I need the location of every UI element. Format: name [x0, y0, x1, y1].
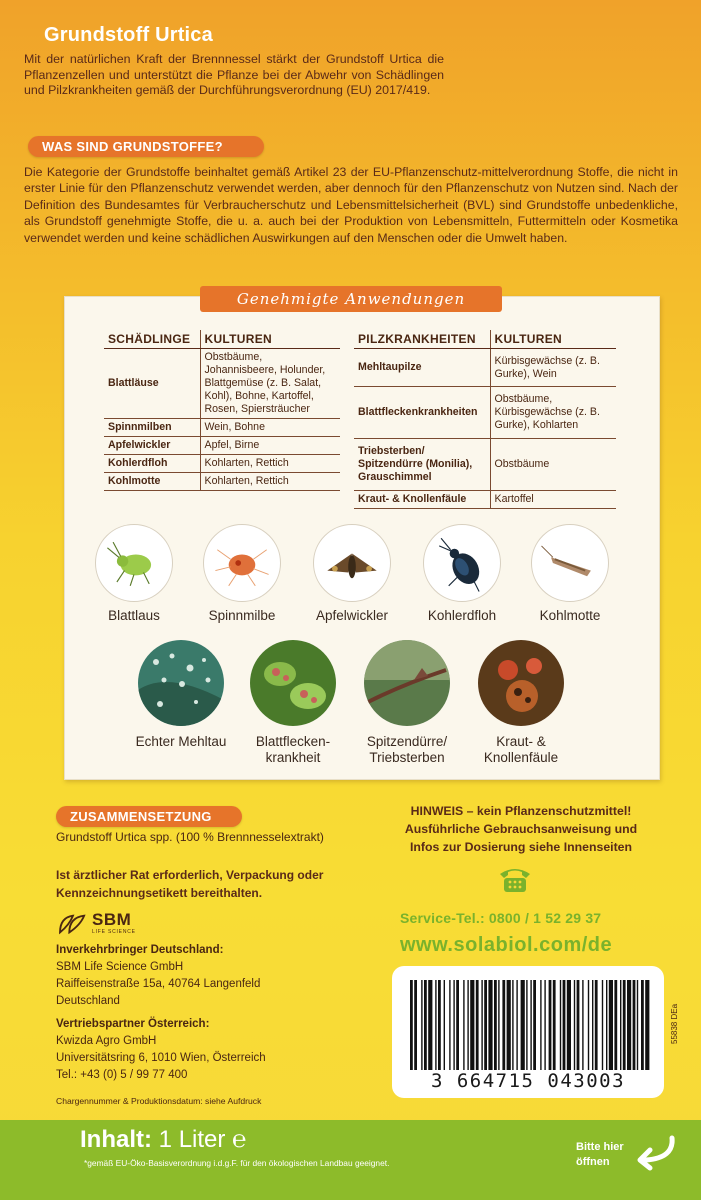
crops-header: KULTUREN: [200, 330, 340, 349]
service-phone[interactable]: Service-Tel.: 0800 / 1 52 29 37: [400, 910, 602, 926]
barcode-bar: [428, 980, 432, 1070]
barcode-bar: [595, 980, 598, 1070]
pests-table: [104, 330, 340, 491]
composition-text: Grundstoff Urtica spp. (100 % Brennnesselextrakt): [56, 830, 324, 844]
pest-caption: Spinnmilbe: [208, 608, 276, 623]
pest-caption: Apfelwickler: [315, 608, 389, 623]
barcode-bar: [530, 980, 531, 1070]
barcode-bar: [614, 980, 617, 1070]
barcode-bar: [633, 980, 636, 1070]
pest-name: Blattläuse: [104, 349, 200, 419]
barcode-bar: [577, 980, 580, 1070]
barcode-bar: [470, 980, 474, 1070]
open-line: Bitte hier: [576, 1141, 624, 1153]
notice-line: Infos zur Dosierung siehe Innenseiten: [409, 840, 633, 854]
barcode-bar: [512, 980, 513, 1070]
powdery-mildew-image: [138, 640, 224, 726]
diamondback-moth-image: [531, 524, 609, 602]
table-row: [104, 349, 340, 419]
barcode-number: 3 664715 043003: [430, 1070, 626, 1092]
crop-list: Obstbäume, Kürbisgewächse (z. B. Gurke), Kohlarten: [490, 387, 616, 439]
phone-icon: [498, 864, 532, 894]
barcode-bar: [641, 980, 644, 1070]
barcode-bar: [498, 980, 499, 1070]
pest-name: Spinnmilben: [104, 419, 200, 437]
pest-caption: Kohlmotte: [539, 608, 601, 623]
barcode-bar: [516, 980, 517, 1070]
barcode-bar: [623, 980, 626, 1070]
pest-caption: Blattlaus: [108, 608, 160, 623]
barcode-bar: [592, 980, 593, 1070]
disease-name: Mehltaupilze: [354, 349, 490, 387]
leaf-spot-image: [250, 640, 336, 726]
grundstoffe-description: Die Kategorie der Grundstoffe beinhaltet gemäß Artikel 23 der EU-Pflanzenschutz-mittelverordnung Stoffe, die nicht in erster Linie für den Pflanzenschutz verwendet werden, aber dennoch für den Pflanzenschutz von Nutzen sind. Nach der Definition des Bundesamtes für Verbraucherschutz und Lebensmittelsicherheit (BVL) sind Grundstoffe unbedenkliche, als Grundstoff genehmigte Stoffe, die u. a. auch bei der Produktion von Lebensmitteln, Futtermitteln oder Kosmetika verwendet werden und keine schädlichen Auswirkungen auf den Menschen oder die Umwelt haben.: [24, 165, 678, 245]
intro-text: Mit der natürlichen Kraft der Brennnessel stärkt der Grundstoff Urtica die Pflanzenzellen und unterstützt die Pflanze bei der Abwehr von Schädlingen und Pilzkrankheiten gemäß der Durchführungsverordnung (EU) 2017/419.: [24, 52, 444, 98]
curved-arrow-icon: [632, 1132, 680, 1172]
pest-caption: Kohlerdfloh: [427, 608, 497, 623]
barcode-bar: [609, 980, 613, 1070]
applications-heading: Genehmigte Anwendungen: [200, 286, 502, 312]
eco-note: *gemäß EU-Öko-Basisverordnung i.d.g.F. für den ökologischen Landbau geeignet.: [84, 1158, 390, 1168]
table-row: [104, 419, 340, 437]
pest-name: Apfelwickler: [104, 437, 200, 455]
barcode-bar: [602, 980, 603, 1070]
barcode-bar: [488, 980, 492, 1070]
barcode-bar: [453, 980, 454, 1070]
codling-moth-image: [313, 524, 391, 602]
barcode-bar: [456, 980, 459, 1070]
barcode-bar: [544, 980, 545, 1070]
distributor-street: Raiffeisenstraße 15a, 40764 Langenfeld: [56, 978, 261, 990]
barcode-bar: [540, 980, 541, 1070]
barcode-bar: [481, 980, 482, 1070]
crop-list: Apfel, Birne: [200, 437, 340, 455]
barcode-bar: [507, 980, 511, 1070]
pest-name: Kohlmotte: [104, 473, 200, 491]
barcode-bar: [620, 980, 621, 1070]
distributor-company: Kwizda Agro GmbH: [56, 1035, 157, 1047]
barcode-bar: [606, 980, 607, 1070]
barcode-bar: [533, 980, 536, 1070]
barcode-bar: [553, 980, 556, 1070]
section-heading-composition: ZUSAMMENSETZUNG: [56, 806, 242, 827]
content-label: Inhalt:: [80, 1126, 152, 1153]
barcode-bar: [637, 980, 638, 1070]
barcode-bar: [467, 980, 468, 1070]
open-here-label[interactable]: [576, 1140, 636, 1170]
notice-line: HINWEIS – kein Pflanzenschutzmittel!: [410, 804, 632, 818]
brand-subtitle: LIFE SCIENCE: [92, 929, 136, 935]
disease-caption: Spitzendürre/ Triebsterben: [366, 734, 448, 765]
disease-caption: Echter Mehltau: [135, 734, 227, 749]
pest-name: Kohlerdfloh: [104, 455, 200, 473]
barcode-bar: [645, 980, 649, 1070]
distributor-country: Deutschland: [56, 995, 120, 1007]
disease-caption: Blattflecken- krankheit: [255, 734, 331, 765]
barcode-bar: [549, 980, 552, 1070]
barcode-bar: [502, 980, 505, 1070]
distributor-phone: Tel.: +43 (0) 5 / 99 77 400: [56, 1069, 188, 1081]
barcode-bar: [444, 980, 445, 1070]
barcode-bar: [588, 980, 589, 1070]
twig-blight-image: [364, 640, 450, 726]
barcode-bar: [438, 980, 441, 1070]
diseases-table: [354, 330, 616, 509]
medical-warning: Ist ärztlicher Rat erforderlich, Verpackung oder Kennzeichnungsetikett bereithalten.: [56, 868, 324, 900]
barcode-bar: [414, 980, 417, 1070]
table-row: [354, 439, 616, 491]
pests-header: SCHÄDLINGE: [104, 330, 200, 349]
section-heading-grundstoffe: WAS SIND GRUNDSTOFFE?: [28, 136, 264, 157]
barcode-bar: [463, 980, 464, 1070]
distributor-label: Inverkehrbringer Deutschland:: [56, 944, 224, 956]
disease-name: Blattfleckenkrankheiten: [354, 387, 490, 439]
barcode-bar: [627, 980, 631, 1070]
barcode-bar: [424, 980, 427, 1070]
barcode-bar: [484, 980, 487, 1070]
barcode-bar: [563, 980, 566, 1070]
barcode-bar: [421, 980, 422, 1070]
table-row: [354, 349, 616, 387]
barcode-bar: [476, 980, 479, 1070]
open-line: öffnen: [576, 1156, 610, 1168]
notice: [376, 802, 666, 856]
distributor-austria: [56, 1016, 356, 1084]
disease-name: Kraut- & Knollenfäule: [354, 491, 490, 509]
brand-name: SBM: [92, 910, 132, 929]
barcode-bar: [521, 980, 525, 1070]
table-row: [104, 455, 340, 473]
website-link[interactable]: www.solabiol.com/de: [400, 934, 613, 956]
table-row: [354, 387, 616, 439]
aphid-image: [95, 524, 173, 602]
batch-note: Chargennummer & Produktionsdatum: siehe Aufdruck: [56, 1096, 262, 1106]
barcode-bar: [410, 980, 413, 1070]
product-title: Grundstoff Urtica: [44, 24, 213, 46]
crop-list: Kohlarten, Rettich: [200, 473, 340, 491]
flea-beetle-image: [423, 524, 501, 602]
barcode-bar: [494, 980, 497, 1070]
spider-mite-image: [203, 524, 281, 602]
crop-list: Obstbäume, Johannisbeere, Holunder, Blattgemüse (z. B. Salat, Kohl), Bohne, Kartoffel, Rosen, Spiersträucher: [200, 349, 340, 419]
barcode-bar: [435, 980, 436, 1070]
crop-list: Wein, Bohne: [200, 419, 340, 437]
distributor-company: SBM Life Science GmbH: [56, 961, 184, 973]
article-code: 55838 DEa: [670, 1003, 679, 1044]
crop-list: Kartoffel: [490, 491, 616, 509]
table-row: [354, 491, 616, 509]
late-blight-image: [478, 640, 564, 726]
barcode-bar: [582, 980, 583, 1070]
distributor-germany: [56, 942, 356, 1010]
barcode-bar: [449, 980, 450, 1070]
estimated-sign-icon: ℮: [232, 1126, 247, 1153]
crop-list: Obstbäume: [490, 439, 616, 491]
disease-caption: Kraut- & Knollenfäule: [483, 734, 559, 765]
content-volume: [80, 1126, 246, 1154]
notice-line: Ausführliche Gebrauchsanweisung und: [404, 822, 638, 836]
barcode-bar: [526, 980, 527, 1070]
sbm-logo-icon: [56, 912, 90, 938]
crop-list: Kohlarten, Rettich: [200, 455, 340, 473]
table-row: [104, 473, 340, 491]
diseases-header: PILZKRANKHEITEN: [354, 330, 490, 349]
disease-name: Triebsterben/ Spitzendürre (Monilia), Grauschimmel: [354, 439, 490, 491]
barcode-bar: [560, 980, 561, 1070]
table-row: [104, 437, 340, 455]
content-value: 1 Liter: [158, 1126, 226, 1153]
barcode-bar: [567, 980, 571, 1070]
crop-list: Kürbisgewächse (z. B. Gurke), Wein: [490, 349, 616, 387]
barcode-bar: [574, 980, 575, 1070]
distributor-street: Universitätsring 6, 1010 Wien, Österreich: [56, 1052, 266, 1064]
crops-header: KULTUREN: [490, 330, 616, 349]
distributor-label: Vertriebspartner Österreich:: [56, 1018, 210, 1030]
